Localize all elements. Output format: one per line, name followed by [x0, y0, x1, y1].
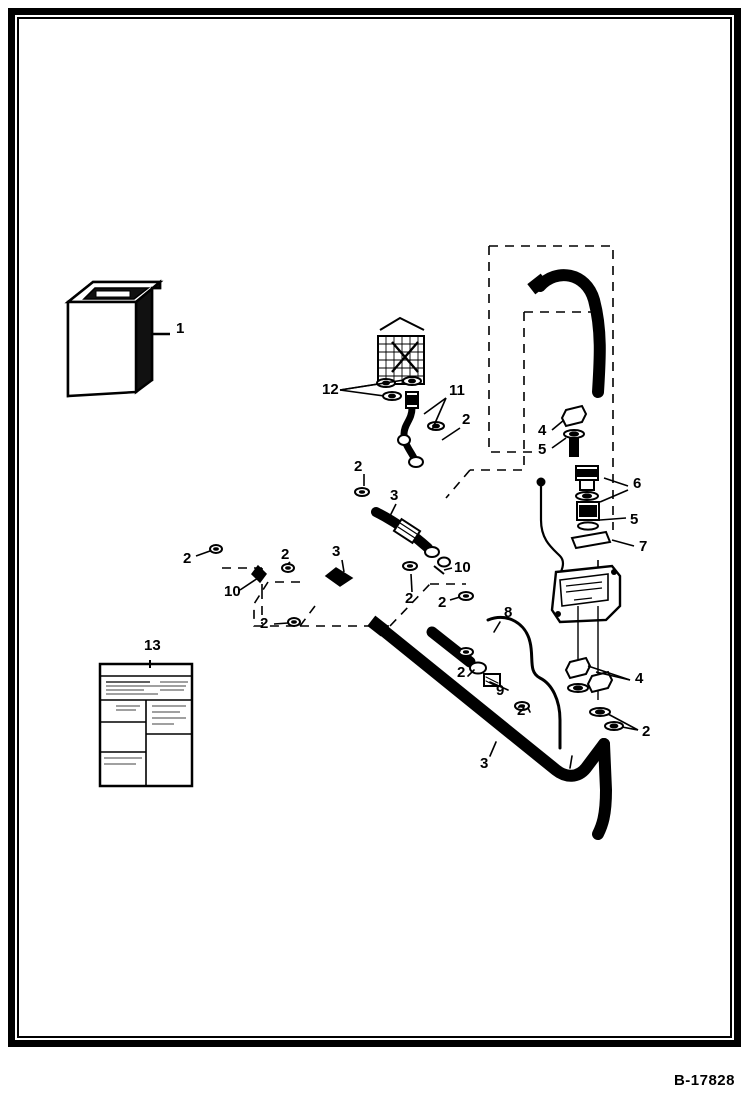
part-box-1 [68, 282, 170, 396]
callout-1: 1 [176, 320, 185, 337]
elbow-fittings-11-12 [340, 377, 460, 467]
callout-2-a: 2 [462, 411, 471, 428]
callout-2-j: 2 [642, 723, 651, 740]
callout-4-b: 4 [635, 670, 644, 687]
callout-5-a: 5 [538, 441, 547, 458]
callout-11: 11 [449, 382, 465, 399]
callout-3-d: 3 [480, 755, 489, 772]
phantom-outline [222, 246, 613, 626]
callout-3-e: 3 [563, 767, 572, 784]
callout-2-f: 2 [438, 594, 447, 611]
callout-2-h: 2 [457, 664, 466, 681]
callout-5-b: 5 [630, 511, 639, 528]
valve-manifold [552, 566, 620, 622]
figure-code: B-17828 [673, 1072, 735, 1089]
callout-3-c: 3 [445, 638, 454, 655]
callout-3-b: 3 [332, 543, 341, 560]
screen-grid [378, 318, 424, 384]
callout-3-a: 3 [390, 487, 399, 504]
callout-9: 9 [496, 682, 505, 699]
callout-2-b: 2 [354, 458, 363, 475]
callout-10-b: 10 [224, 583, 241, 600]
fitting-stack-lower-right [566, 606, 638, 730]
callout-8: 8 [504, 604, 513, 621]
hose-long-diagonal-3 [368, 616, 606, 834]
callout-2-e: 2 [405, 590, 414, 607]
callout-2-c: 2 [183, 550, 192, 567]
part-manual-13 [100, 660, 192, 786]
callout-10-a: 10 [454, 559, 471, 576]
callout-2-i: 2 [517, 702, 526, 719]
tube-7 [538, 479, 563, 580]
callout-13: 13 [144, 637, 161, 654]
hose-upper-right [528, 274, 600, 392]
callout-2-d: 2 [281, 546, 290, 563]
callout-2-g: 2 [260, 615, 269, 632]
fitting-stack-right [552, 406, 634, 548]
callout-12: 12 [322, 381, 339, 398]
callout-4-a: 4 [538, 422, 547, 439]
callout-6: 6 [633, 475, 642, 492]
callout-7: 7 [639, 538, 648, 555]
